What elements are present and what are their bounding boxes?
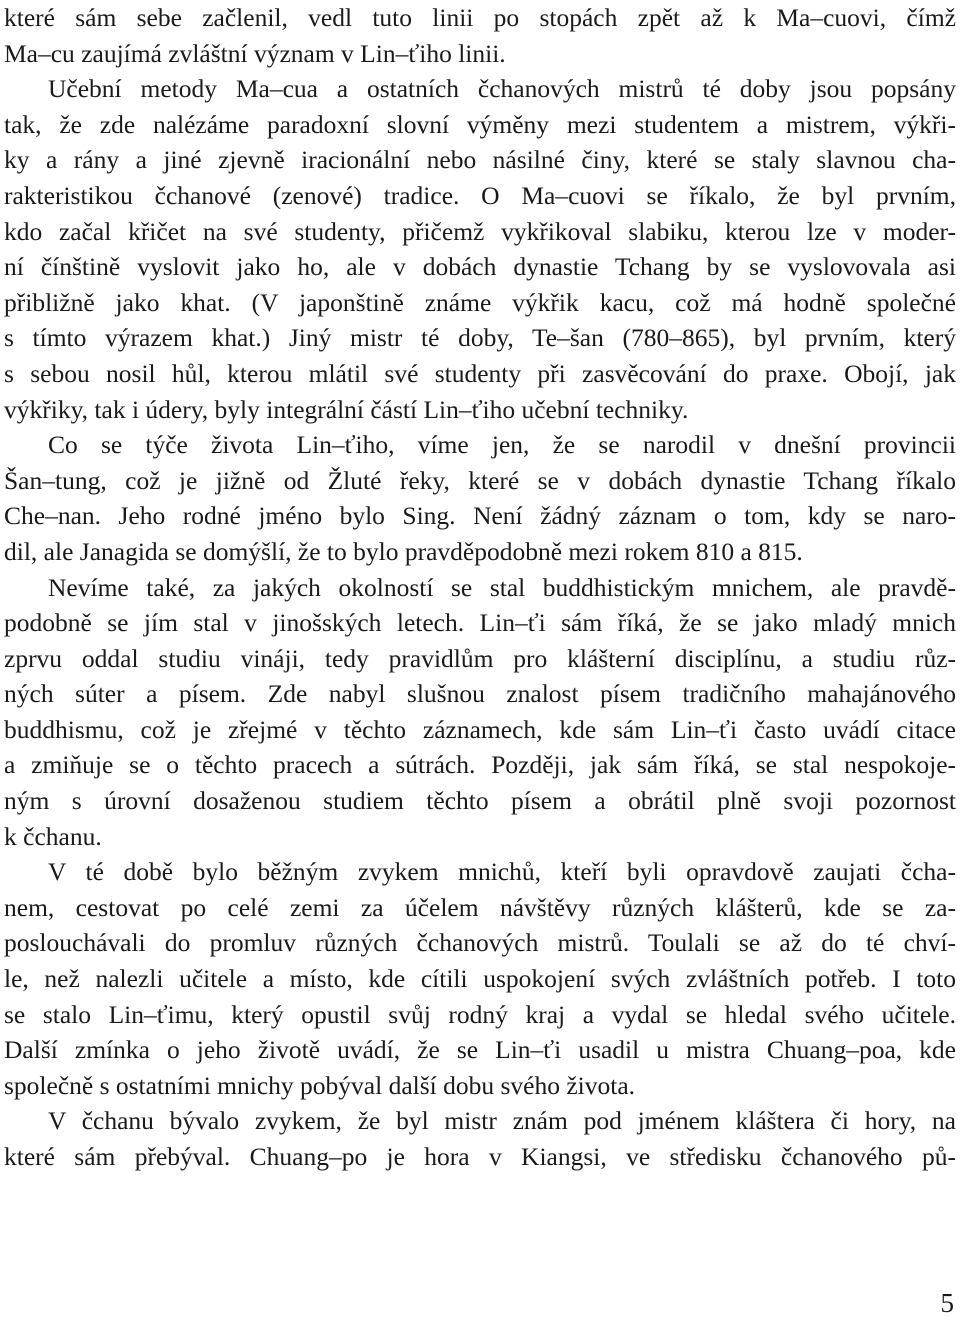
text-line: kdo začal křičet na své studenty, přičemž vykřikoval slabiku, kterou lze v moder-: [4, 216, 956, 246]
text-line: V čchanu bývalo zvykem, že byl mistr znám pod jménem kláštera či hory, na: [48, 1106, 956, 1136]
text-line: které sám přebýval. Chuang–po je hora v Kiangsi, ve středisku čchanového pů-: [4, 1142, 956, 1171]
text-line: dil, ale Janagida se domýšlí, že to bylo pravděpodobně mezi rokem 810 a 815.: [4, 536, 803, 566]
text-line: nem, cestovat po celé zemi za účelem návštěvy různých klášterů, kde se za-: [4, 892, 956, 922]
text-line: k čchanu.: [4, 821, 102, 851]
text-line: podobně se jím stal v jinošských letech. Lin–ťi sám říká, že se jako mladý mnich: [4, 608, 956, 638]
text-line: s tímto výrazem khat.) Jiný mistr té doby, Te–šan (780–865), byl prvním, který: [4, 323, 956, 353]
text-line: Učební metody Ma–cua a ostatních čchanových mistrů té doby jsou popsány: [48, 74, 956, 104]
text-line: s sebou nosil hůl, kterou mlátil své studenty při zasvěcování do praxe. Obojí, jak: [4, 358, 956, 388]
text-line: rakteristikou čchanové (zenové) tradice. O Ma–cuovi se říkalo, že byl prvním,: [4, 180, 956, 210]
text-line: Ma–cu zaujímá zvláštní význam v Lin–ťiho linii.: [4, 38, 506, 68]
text-line: společně s ostatními mnichy pobýval další dobu svého života.: [4, 1070, 636, 1100]
text-line: a zmiňuje se o těchto pracech a sútrách. Později, jak sám říká, se stal nespokoje-: [4, 750, 956, 780]
text-line: Nevíme také, za jakých okolností se stal buddhistickým mnichem, ale pravdě-: [48, 572, 956, 602]
text-line: zprvu oddal studiu vináji, tedy pravidlům pro klášterní disciplínu, a studiu růz-: [4, 643, 956, 673]
text-line: které sám sebe začlenil, vedl tuto linii po stopách zpět až k Ma–cuovi, čímž: [4, 3, 956, 32]
text-line: ní čínštině vyslovit jako ho, ale v dobách dynastie Tchang by se vyslovovala asi: [4, 252, 956, 282]
text-line: ných súter a písem. Zde nabyl slušnou znalost písem tradičního mahajánového: [4, 679, 956, 709]
text-line: Další zmínka o jeho životě uvádí, že se Lin–ťi usadil u mistra Chuang–poa, kde: [4, 1035, 956, 1065]
text-line: přibližně jako khat. (V japonštině známe výkřik kacu, což má hodně společné: [4, 287, 956, 317]
text-line: Šan–tung, což je jižně od Žluté řeky, které se v dobách dynastie Tchang říkalo: [4, 465, 956, 495]
page-number: 5: [940, 1288, 954, 1318]
text-line: se stalo Lin–ťimu, který opustil svůj rodný kraj a vydal se hledal svého učitele.: [4, 999, 956, 1029]
page-body: [4, 0, 956, 1175]
text-line: Co se týče života Lin–ťiho, víme jen, že se narodil v dnešní provincii: [48, 430, 956, 460]
text-line: ky a rány a jiné zjevně iracionální nebo násilné činy, které se staly slavnou cha-: [4, 145, 956, 175]
text-line: le, než nalezli učitele a místo, kde cítili uspokojení svých zvláštních potřeb. I toto: [4, 964, 956, 994]
text-line: ným s úrovní dosaženou studiem těchto písem a obrátil plně svoji pozornost: [4, 786, 956, 816]
text-line: poslouchávali do promluv různých čchanových mistrů. Toulali se až do té chví-: [4, 928, 956, 958]
text-line: tak, že zde nalézáme paradoxní slovní výměny mezi studentem a mistrem, výkři-: [4, 109, 956, 139]
text-line: V té době bylo běžným zvykem mnichů, kteří byli opravdově zaujati čcha-: [48, 857, 956, 887]
text-line: Che–nan. Jeho rodné jméno bylo Sing. Není žádný záznam o tom, kdy se naro-: [4, 501, 956, 531]
text-line: buddhismu, což je zřejmé v těchto záznamech, kde sám Lin–ťi často uvádí citace: [4, 714, 956, 744]
text-line: výkřiky, tak i údery, byly integrální částí Lin–ťiho učební techniky.: [4, 394, 689, 424]
